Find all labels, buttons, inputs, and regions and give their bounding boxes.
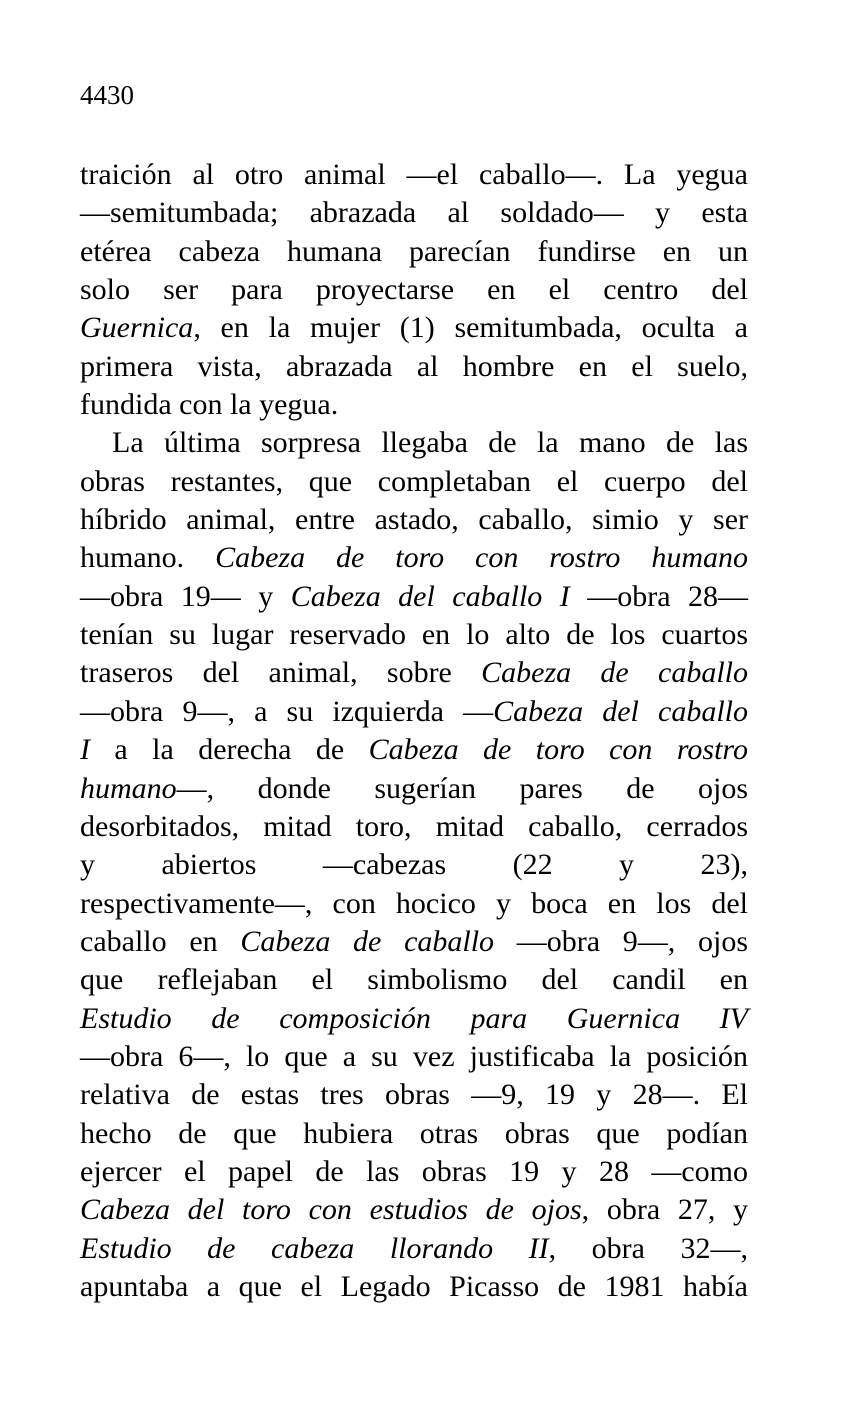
text-line xyxy=(80,616,748,654)
text-line xyxy=(80,1268,748,1306)
italic-title: humano xyxy=(80,771,177,805)
text-line xyxy=(80,1153,748,1191)
text-run: traseros del animal, sobre xyxy=(80,656,482,690)
text-run: a la derecha de xyxy=(90,733,369,767)
text-line xyxy=(80,578,748,616)
text-line xyxy=(80,654,748,692)
text-run: —obra 9—, a su izquierda — xyxy=(80,694,494,728)
text-run: traición al otro animal —el caballo—. La yegua xyxy=(80,158,748,191)
text-line xyxy=(80,1038,748,1076)
text-run: hecho de que hubiera otras obras que podían xyxy=(80,1116,748,1150)
text-run: La última sorpresa llegaba de la mano de las xyxy=(112,426,748,460)
text-run: tenían su lugar reservado en lo alto de los cuartos xyxy=(80,618,748,652)
text-line xyxy=(80,1230,748,1268)
text-line xyxy=(80,539,748,577)
text-line xyxy=(80,1191,748,1229)
text-line xyxy=(80,309,748,347)
italic-title: Cabeza de caballo xyxy=(240,924,495,958)
italic-title: Guernica xyxy=(80,311,194,345)
paragraph xyxy=(80,424,748,1306)
italic-title: Cabeza de toro con rostro humano xyxy=(215,541,748,575)
text-line xyxy=(80,233,748,271)
text-run: humano. xyxy=(80,541,216,575)
text-run: híbrido animal, entre astado, caballo, simio y ser xyxy=(80,503,748,537)
italic-title: Cabeza del toro con estudios de ojos xyxy=(80,1193,582,1227)
text-run: —obra 19— y xyxy=(80,579,291,613)
text-run: solo ser para proyectarse en el centro del xyxy=(80,273,748,307)
page-number: 4430 xyxy=(80,80,134,110)
italic-title: Cabeza de toro con rostro xyxy=(368,733,748,767)
text-run: etérea cabeza humana parecían fundirse en un xyxy=(80,234,748,268)
paragraph xyxy=(80,156,748,424)
text-line xyxy=(80,961,748,999)
text-run: —obra 9—, ojos xyxy=(494,924,748,958)
italic-title: I xyxy=(80,733,90,767)
italic-title: Cabeza de caballo xyxy=(481,656,748,690)
text-run: , en la mujer (1) semitumbada, oculta a xyxy=(193,311,748,345)
text-line xyxy=(80,808,748,846)
text-run: y abiertos —cabezas (22 y 23), xyxy=(80,848,748,882)
text-run: fundida con la yegua. xyxy=(80,388,339,422)
text-line xyxy=(80,156,748,194)
text-run: —semitumbada; abrazada al soldado— y esta xyxy=(80,196,748,230)
text-line xyxy=(80,1000,748,1038)
body-text xyxy=(80,156,748,1306)
text-run: —obra 28— xyxy=(569,579,748,613)
text-run: que reflejaban el simbolismo del candil en xyxy=(80,963,748,997)
text-line xyxy=(80,194,748,232)
text-line xyxy=(80,846,748,884)
text-run: —obra 6—, lo que a su vez justificaba la posición xyxy=(80,1039,748,1073)
text-run: desorbitados, mitad toro, mitad caballo, cerrados xyxy=(80,809,748,843)
text-run: caballo en xyxy=(80,924,241,958)
italic-title: Cabeza del caballo xyxy=(493,694,749,728)
text-line xyxy=(80,1076,748,1114)
italic-title: Cabeza del caballo I xyxy=(290,579,570,613)
text-run: respectivamente—, con hocico y boca en los del xyxy=(80,886,748,920)
italic-title: Estudio de cabeza llorando II xyxy=(80,1231,549,1265)
text-line xyxy=(80,271,748,309)
text-line xyxy=(80,1115,748,1153)
text-line xyxy=(80,386,748,424)
text-run: apuntaba a que el Legado Picasso de 1981 había xyxy=(80,1269,748,1303)
text-line xyxy=(80,424,748,462)
text-line xyxy=(80,693,748,731)
text-run: , obra 27, y xyxy=(581,1193,748,1227)
text-line xyxy=(80,923,748,961)
text-run: primera vista, abrazada al hombre en el suelo, xyxy=(80,349,748,383)
text-line xyxy=(80,501,748,539)
italic-title: Estudio de composición para Guernica IV xyxy=(80,1001,748,1035)
text-line xyxy=(80,885,748,923)
text-run: , obra 32—, xyxy=(548,1231,748,1265)
text-run: relativa de estas tres obras —9, 19 y 28—. El xyxy=(80,1078,748,1112)
text-line xyxy=(80,731,748,769)
text-run: obras restantes, que completaban el cuerpo del xyxy=(80,464,748,498)
text-run: —, donde sugerían pares de ojos xyxy=(176,771,748,805)
text-line xyxy=(80,770,748,808)
text-line xyxy=(80,463,748,501)
text-run: ejercer el papel de las obras 19 y 28 —como xyxy=(80,1154,748,1188)
text-line xyxy=(80,348,748,386)
